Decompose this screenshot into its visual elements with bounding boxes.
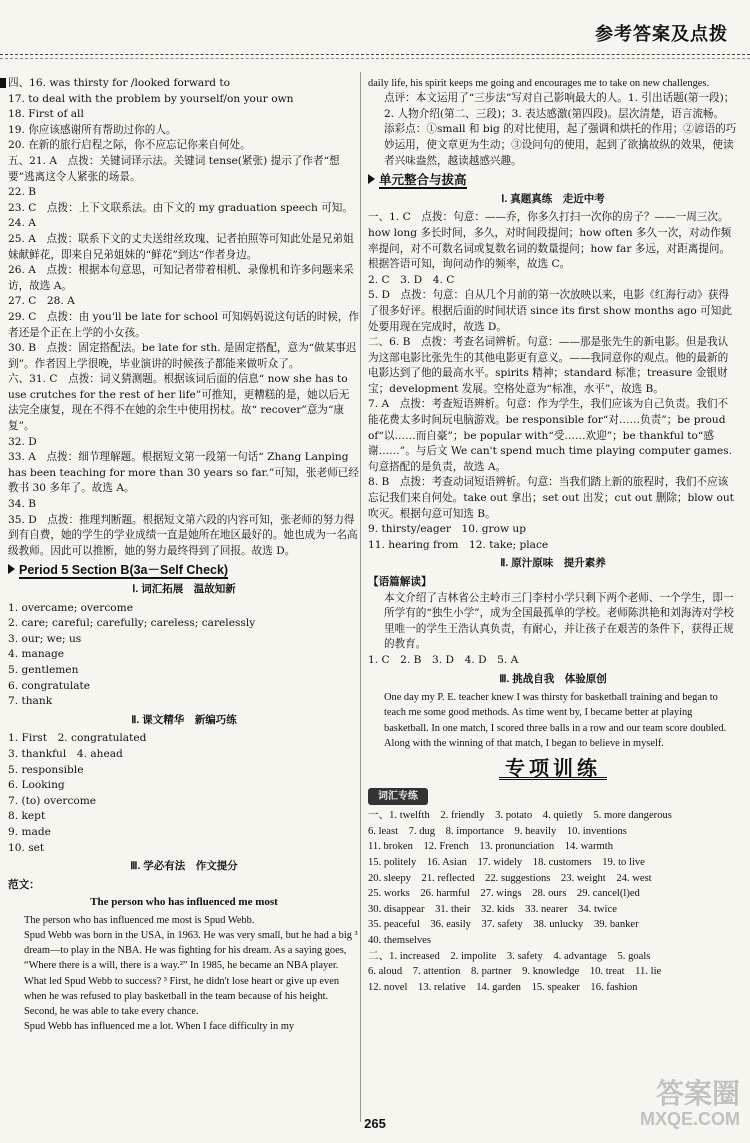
margin-marker — [0, 78, 6, 88]
vocab-list-1 — [368, 808, 738, 948]
answer-line: 25. A 点拨：联系下文的丈夫送绀丝玫瑰、记者拍照等可知此处是兄弟姐妹献鲜花，即来自兄弟姐妹的“鲜花”到达“作者身边。 — [8, 232, 354, 261]
answer-line: 3. our; we; us — [8, 632, 82, 645]
answer-line: 6. Looking — [8, 779, 65, 792]
answer-line: 5. D 点拨：句意：自从几个月前的第一次放映以来，电影《红海行动》获得了很多好评。根据后面的时间状语 since its first show months ago 可知此处要用现在完成时，故选 D。 — [368, 289, 732, 333]
right-part2-title: Ⅱ. 原汁原味 提升素养 — [500, 557, 606, 570]
comment-paragraph: 添彩点：①small 和 big 的对比使用，起了强调和烘托的作用；②谚语的巧妙运用，使文章更为生动；③设问句的使用，起到了欲擒故纵的效果，使读者兴味盎然，越读越感兴趣。 — [384, 123, 737, 167]
part1-answers — [8, 601, 360, 710]
section-title-unit-review — [368, 173, 738, 189]
answer-line: 2. C 3. D 4. C — [368, 273, 455, 286]
answer-line: 18. First of all — [8, 108, 84, 121]
answer-line: 5. gentlemen — [8, 663, 79, 676]
vocab-line: 15. politely 16. Asian 17. widely 18. customers 19. to live — [368, 856, 645, 868]
vocab-line: 二、1. increased 2. impolite 3. safety 4. advantage 5. goals — [368, 950, 651, 962]
vocab-line: 11. broken 12. French 13. pronunciation 14. warmth — [368, 841, 613, 853]
answer-line: 3. thankful 4. ahead — [8, 747, 123, 760]
essay-comments — [368, 91, 738, 169]
watermark-line2: MXQE.COM — [639, 1109, 740, 1129]
vocab-line: 25. works 26. harmful 27. wings 28. ours 29. cancel(l)ed — [368, 888, 640, 900]
answer-line: 六、31. C 点拨：词义猜测题。根据该词后面的信息“ now she has to use crutches for the rest of her life”可推知，更糟糕的是，她以后无法完全康复，现在不得不在她的余生中使用拐杖。故“ recover”意为“康复”。 — [8, 373, 350, 433]
vocab-line: 40. themselves — [368, 934, 431, 946]
part2-answers — [8, 731, 360, 856]
essay-body — [8, 913, 360, 1035]
vocab-badge: 词汇专练 — [368, 788, 428, 806]
vocab-line: 30. disappear 31. their 32. kids 33. nearer 34. twice — [368, 903, 617, 915]
essay-continuation: daily life, his spirit keeps me going and encourages me to take on new challenges. — [368, 78, 710, 89]
answer-line: 33. A 点拨：细节理解题。根据短文第一段第一句话“ Zhang Lanping has been teaching for more than 30 years so far.”可知，张老师已经教书 30 多年了。故选 A。 — [8, 451, 359, 495]
section-title-period5 — [8, 563, 360, 579]
reading-answers: 1. C 2. B 3. D 4. D 5. A — [368, 653, 519, 666]
answer-line: 24. A — [8, 217, 36, 230]
right-part1-answers — [368, 210, 738, 553]
header-title: 参考答案及点拨 — [595, 24, 728, 44]
answer-line: 8. kept — [8, 810, 46, 823]
vocab-line: 20. sleepy 21. reflected 22. suggestions 23. weight 24. west — [368, 872, 652, 884]
header-rule-secondary — [0, 58, 750, 59]
part3-title: Ⅲ. 学必有法 作文提分 — [130, 860, 238, 873]
special-training-text: 专项训练 — [499, 761, 607, 780]
answer-line: 23. C 点拨：上下文联系法。由下文的 my graduation speech 可知。 — [8, 201, 353, 214]
answer-line: 4. manage — [8, 648, 65, 661]
answer-line: 一、1. C 点拨：句意：——乔，你多久打扫一次你的房子？——一周三次。how long 多长时间，多久，对时间段提问；how often 多久一次，对动作频率提问，对不可数名词或复数名词的数量提问；how far 多远，对距离提问。根据答语可知，询问动作的频率，故选 C。 — [368, 211, 732, 271]
answer-line: 29. C 点拨：由 you'll be late for school 可知妈妈说这句话的时候，作者还是个正在上学的小女孩。 — [8, 310, 360, 339]
special-training-title — [368, 755, 738, 780]
essay-paragraph: What led Spud Webb to success? ³ First, he didn't lose heart or give up even when he was refused to play basketball in the team because of his height. Second, he was able to take every chance. — [24, 975, 340, 1018]
vocab-line: 35. peaceful 36. easily 37. safety 38. unlucky 39. banker — [368, 919, 639, 931]
left-column — [8, 76, 360, 1035]
essay-paragraph: Spud Webb has influenced me a lot. When I face difficulty in my — [24, 1021, 295, 1033]
vocab-line: 12. novel 13. relative 14. garden 15. speaker 16. fashion — [368, 981, 638, 993]
answer-line: 7. thank — [8, 695, 53, 708]
section-title-text: 单元整合与拔高 — [379, 173, 467, 188]
answer-line: 二、6. B 点拨：考查名词辨析。句意：——那是张先生的新电影。但是我认为这部电影比张先生的其他电影更有意义。——我同意你的观点。他的最新的电影达到了他的最高水平。spirits 精神；standard 标准；treasure 金银财宝；development 发展。空格处意为“标准，水平”，故选 B。 — [368, 336, 729, 395]
answer-line: 1. First 2. congratulated — [8, 732, 147, 745]
triangle-bullet-icon — [8, 564, 15, 574]
reading-text: 本文介绍了吉林省公主岭市三门李村小学只剩下两个老师、一个学生，即一所学有的“独生小学”，成为全国最孤单的学校。老师陈洪艳和刘海涛对学校里唯一的学生王浩认真负责，有耐心，并让孩子在艰苦的条件下，获得正规的教育。 — [384, 591, 734, 651]
answer-line: 9. made — [8, 825, 51, 838]
answer-line: 9. thirsty/eager 10. grow up — [368, 523, 527, 536]
answer-line: 30. B 点拨：固定搭配法。be late for sth. 是固定搭配，意为“做某事迟到”。作者因上学很晚，毕业演讲的时候孩子都能来做听众了。 — [8, 342, 357, 370]
watermark-line1: 答案圈 — [655, 1078, 740, 1109]
section-title-text: Period 5 Section B(3a－Self Check) — [19, 563, 229, 578]
answer-line: 19. 你应该感谢所有帮助过你的人。 — [8, 123, 177, 136]
essay-title: The person who has influenced me most — [90, 896, 278, 909]
essay-paragraph: Spud Webb was born in the USA, in 1963. He was very small, but he had a big ³ dream—to play in the NBA. He was fighting for his dream. As a saying goes, “Where there is a will, there is a way.²” In 1985, he became an NBA player. — [24, 930, 358, 972]
answer-line: 5. responsible — [8, 763, 84, 776]
watermark-logo — [610, 1079, 740, 1137]
answer-line: 2. care; careful; carefully; careless; carelessly — [8, 617, 256, 630]
vocab-line: 一、1. twelfth 2. friendly 3. potato 4. quietly 5. more dangerous — [368, 810, 672, 822]
essay-paragraph: The person who has influenced me most is Spud Webb. — [24, 914, 255, 926]
column-divider — [360, 72, 361, 1122]
answer-line: 20. 在新的旅行启程之际，你不应忘记你来自何处。 — [8, 139, 251, 152]
answer-line: 32. D — [8, 435, 37, 448]
answer-line: 35. D 点拨：推理判断题。根据短文第六段的内容可知，张老师的努力得到有自费，她的学生的学业成绩一直是她所在地区最好的。她也成为一名高级教师。因此可以推断，她的努力最终得到了回报。故选 D。 — [8, 513, 358, 557]
answer-line: 6. congratulate — [8, 679, 91, 692]
right-part1-title: Ⅰ. 真题真练 走近中考 — [501, 192, 605, 205]
answer-line: 五、21. A 点拨：关键词译示法。关键词 tense(紧张) 提示了作者“想要”逃离这令人紧张的场景。 — [8, 154, 340, 183]
answer-line: 27. C 28. A — [8, 295, 75, 308]
answer-line: 26. A 点拨：根据本句意思，可知记者带着相机、录像机和许多问题来采访，故选 A。 — [8, 264, 354, 292]
answer-line: 1. overcame; overcome — [8, 601, 133, 614]
answer-line: 34. B — [8, 498, 36, 511]
page-header — [0, 0, 750, 70]
comment-paragraph: 点评：本文运用了“三步法”写对自己影响最大的人。1. 引出话题(第一段)；2. 人物介绍(第二、三段)；3. 表达感激(第四段)。层次清楚，语言流畅。 — [384, 92, 735, 120]
answer-line: 7. (to) overcome — [8, 794, 97, 807]
part2-title: Ⅱ. 课文精华 新编巧练 — [131, 713, 237, 726]
answer-line: 17. to deal with the problem by yourself/on your own — [8, 92, 294, 105]
part1-title: Ⅰ. 词汇拓展 温故知新 — [132, 583, 236, 595]
fanwen-label: 范文： — [8, 878, 40, 891]
triangle-bullet-icon — [368, 174, 375, 184]
right-column — [368, 76, 738, 995]
answer-line: 10. set — [8, 841, 45, 854]
page-number: 265 — [364, 1116, 386, 1131]
reading-label: 【语篇解读】 — [368, 576, 432, 589]
vocab-line: 6. least 7. dug 8. importance 9. heavily 10. inventions — [368, 825, 627, 837]
answer-line: 11. hearing from 12. take; place — [368, 538, 549, 551]
creative-text: One day my P. E. teacher knew I was thirsty for basketball training and began to teach me some good methods. As time went by, I became better at playing basketball. In one match, I scored three balls in a row and our team score doubled. Along with the winning of that match, I began to believe in myself. — [384, 692, 727, 749]
vocab-line: 6. aloud 7. attention 8. partner 9. knowledge 10. treat 11. lie — [368, 966, 662, 978]
answer-line: 22. B — [8, 186, 36, 199]
right-part3-title: Ⅲ. 挑战自我 体验原创 — [499, 672, 607, 685]
answers-list-top — [8, 76, 360, 559]
header-rule — [0, 54, 750, 55]
answer-line: 7. A 点拨：考查短语辨析。句意：作为学生，我们应该为自己负责。我们不能花费太多时间玩电脑游戏。be responsible for“对……负责”；be proud of“以……而自豪”；be popular with“受……欢迎”；be thankful to“感谢……”。与后文 We can't spend much time playing computer games. 句意搭配的是负责，故选 A。 — [368, 398, 732, 473]
vocab-list-2 — [368, 949, 738, 996]
answer-line: 四、16. was thirsty for /looked forward to — [8, 77, 231, 89]
answer-line: 8. B 点拨：考查动词短语辨析。句意：当我们踏上新的旅程时，我们不应该忘记我们来自何处。take out 拿出；set out 出发；cut out 删除；blow out 吹灭。根据句意可知选 B。 — [368, 476, 734, 520]
